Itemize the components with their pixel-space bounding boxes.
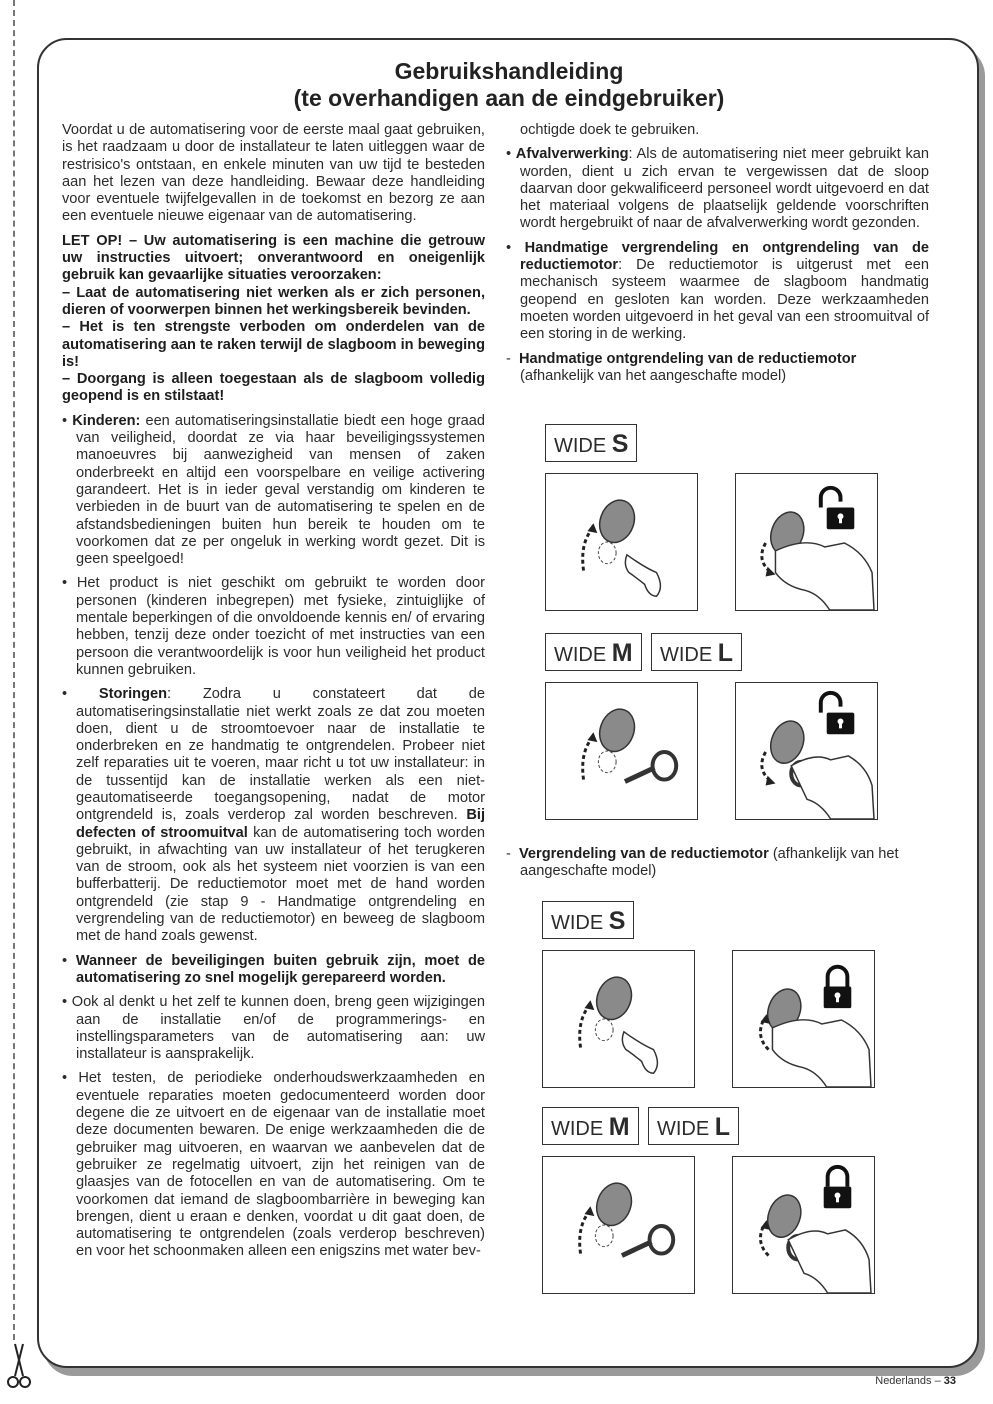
ontgrendeling-text: (afhankelijk van het aangeschafte model) bbox=[520, 367, 787, 384]
label-wide-s-1 bbox=[545, 424, 637, 462]
vergrendeling-text: (afhankelijk van het aangeschafte model) bbox=[520, 846, 899, 880]
lock-icon bbox=[824, 967, 852, 1008]
label-wide-m-1 bbox=[545, 633, 642, 671]
bullet-testen: • Het testen, de periodieke onderhoudswerkzaamheden en eventuele reparaties moeten gedocumenteerd worden door degene die ze uitvoert en de eigenaar van de installatie moet deze documenten bewaren. De enige werkzaamheden die de gebruiker mag uitvoeren, en waarvan we aanbevelen dat de gebruiker ze regelmatig uitvoert, zijn het reinigen van de glaasjes van de fotocellen en van de automatisering. Om te voorkomen dat iemand de slagboombarrière in beweging kan brengen, dient u eraan e denken, voordat u dit gaat doen, de automatisering te ontgrendelen (zoals verderop beschreven) en voor het schoonmaken alleen een enigszins met water bev- bbox=[62, 1070, 485, 1260]
unlock-icon bbox=[821, 488, 855, 529]
label-size-s: S bbox=[611, 430, 629, 458]
unlock-icon bbox=[821, 693, 855, 734]
illustration-wide-ml-lock-1 bbox=[542, 1156, 695, 1294]
afval-text: : Als de automatisering niet meer gebruikt kan worden, dient u zich ervan te vergewissen dat de sloop daarvan door gekwalificeerd personeel wordt uitgevoerd en dat het materiaal volgens de plaatselijk geldende voorschriften wordt hergebruikt of naar de afvalverwerking wordt gezonden. bbox=[520, 146, 929, 232]
bullet-kinderen: • Kinderen: een automatiseringsinstallatie biedt een hoge graad van veiligheid, doordat ze via haar beveiligingssystemen manoeuvres bij aanwezigheid van mensen of zaken onderbreekt en altijd een voorspelbare en veilige activering garandeert. Het is in ieder geval verstandig om kinderen te verbieden in de buurt van de automatisering te spelen en de afstandsbedieningen buiten hun bereik te houden om te voorkomen dat ze per ongeluk in werking wordt gezet. Dit is geen speelgoed! bbox=[62, 412, 485, 568]
label-wide-m-2 bbox=[542, 1107, 639, 1145]
beveiligingen-text: Wanneer de beveiligingen buiten gebruik zijn, moet de automatisering zo snel mogelijk gerepareerd worden. bbox=[75, 952, 485, 986]
vergrendeling-label: Vergrendeling van de reductiemotor bbox=[518, 846, 769, 862]
page-title bbox=[40, 58, 978, 112]
wijzigingen-text: Ook al denkt u het zelf te kunnen doen, breng geen wijzigingen aan de installatie en/of de programmerings- en instellingsparameters van de automatisering aan: uw installateur is aansprakelijk. bbox=[71, 994, 485, 1063]
label-wide-text: WIDE bbox=[554, 435, 607, 457]
bullet-beveiligingen: • Wanneer de beveiligingen buiten gebruik zijn, moet de automatisering zo snel mogelijk gerepareerd worden. bbox=[62, 952, 485, 986]
title-line-1: Gebruikshandleiding bbox=[394, 58, 624, 84]
label-size-m: M bbox=[611, 639, 633, 667]
illustration-wide-s-unlock-1 bbox=[545, 473, 698, 611]
illustration-wide-s-lock-2 bbox=[732, 950, 875, 1088]
lock-icon bbox=[824, 1167, 852, 1208]
warning-block bbox=[62, 233, 485, 406]
vergrendeling-heading: - Vergrendeling van de reductiemotor (afhankelijk van het aangeschafte model) bbox=[506, 846, 899, 880]
storingen-text-1: : Zodra u constateert dat de automatiseringsinstallatie niet werkt zoals ze dat zou moeten doen, dient u de stroomtoevoer naar de installatie te onderbreken en ze handmatig te ontgrendelen. Probeer niet zelf reparaties uit te voeren, maar richt u tot uw installateur: in de tussentijd kan de installatie werken als een niet-geautomatiseerde toegangsopening, nadat de motor ontgrendeld is, zoals verderop zal worden beschreven. bbox=[76, 686, 485, 824]
right-column bbox=[506, 122, 929, 392]
vergrendeling-heading-block bbox=[506, 846, 929, 888]
warning-4: – Doorgang is alleen toegestaan als de slagboom volledig geopend is en stilstaat! bbox=[62, 371, 485, 405]
cut-line bbox=[13, 0, 15, 1340]
label-wide-text: WIDE bbox=[551, 1118, 604, 1140]
bullet-handmatig: • Handmatige vergrendeling en ontgrendeling van de reductiemotor: De reductiemotor is uitgerust met een mechanisch systeem waarmee de slagboom handmatig geopend en gesloten kan worden. Deze werkzaamheden moeten worden uitgevoerd in het geval van een stroomuitval of een storing in de werking. bbox=[506, 239, 929, 343]
label-wide-text: WIDE bbox=[554, 644, 607, 666]
illustration-wide-ml-unlock-2 bbox=[735, 682, 878, 820]
intro-paragraph: Voordat u de automatisering voor de eerste maal gaat gebruiken, is het raadzaam u door de installateur te laten uitleggen waar de restrisico's ontstaan, en enkele minuten van uw tijd te besteden aan het lezen van deze handleiding. Bewaar deze handleiding voor eventuele twijfelgevallen in de toekomst en bezorg ze aan een eventuele nieuwe eigenaar van de automatisering. bbox=[62, 122, 485, 225]
warning-2: – Laat de automatisering niet werken als er zich personen, dieren of voorwerpen binnen het werkingsbereik bevinden. bbox=[62, 284, 485, 318]
kinderen-label: Kinderen: bbox=[72, 412, 141, 429]
storingen-bold: Bij defecten of stroomuitval bbox=[76, 807, 485, 841]
label-size-s: S bbox=[608, 907, 626, 935]
bullet-afval: • Afvalverwerking: Als de automatisering niet meer gebruikt kan worden, dient u zich ervan te vergewissen dat de sloop daarvan door gekwalificeerd personeel wordt uitgevoerd en dat het materiaal volgens de plaatselijk geldende voorschriften wordt hergebruikt of naar de afvalverwerking wordt gezonden. bbox=[506, 146, 929, 232]
page-number: 33 bbox=[943, 1375, 956, 1387]
illustration-wide-ml-lock-2 bbox=[732, 1156, 875, 1294]
warning-1: LET OP! – Uw automatisering is een machine die getrouw uw instructies uitvoert; onverantwoord en oneigenlijk gebruik kan gevaarlijke situaties veroorzaken: bbox=[62, 232, 485, 284]
bullet-storingen: • Storingen: Zodra u constateert dat de automatiseringsinstallatie niet werkt zoals ze dat zou moeten doen, dient u de stroomtoevoer naar de installatie te onderbreken en ze handmatig te ontgrendelen. Probeer niet zelf reparaties uit te voeren, maar richt u tot uw installateur: in de tussentijd kan de installatie werken als een niet-geautomatiseerde toegangsopening, nadat de motor ontgrendeld is, zoals verderop zal worden beschreven. Bij defecten of stroomuitval kan de automatisering toch worden gebruikt, in afwachting van uw installateur of het terugkeren van de stroom, ook als het systeem niet voorzien is van een bufferbatterij. De reductiemotor moet met de hand worden ontgrendeld (zie stap 9 - Handmatige ontgrendeling en vergrendeling van de reductiemotor) en beweeg de slagboom met de hand zoals gewenst. bbox=[62, 686, 485, 945]
label-wide-s-2 bbox=[542, 901, 634, 939]
label-wide-text: WIDE bbox=[551, 912, 604, 934]
label-size-l: L bbox=[717, 639, 734, 667]
product-text: Het product is niet geschikt om gebruikt te worden door personen (kinderen inbegrepen) met fysieke, zintuiglijke of mentale beperkingen of die onvoldoende kennis en/ of ervaring hebben, tenzij deze onder toezicht of met instructies van een persoon die verantwoordelijk is voor hun veiligheid het product kunnen gebruiken. bbox=[76, 575, 485, 678]
illustration-wide-s-unlock-2 bbox=[735, 473, 878, 611]
ontgrendeling-label: Handmatige ontgrendeling van de reductiemotor bbox=[518, 350, 857, 367]
label-size-l: L bbox=[714, 1113, 731, 1141]
page-footer bbox=[875, 1375, 956, 1387]
testen-text: Het testen, de periodieke onderhoudswerkzaamheden en eventuele reparaties moeten gedocumenteerd worden door degene die ze uitvoert en de eigenaar van de installatie moet deze documenten bewaren. De enige werkzaamheden die de gebruiker mag uitvoeren, en waarvan we aanbevelen dat de gebruiker ze regelmatig uitvoert, zijn het reinigen van de glaasjes van de fotocellen en van de automatisering. Om te voorkomen dat iemand de slagboombarrière in beweging kan brengen, dient u eraan e denken, voordat u dit gaat doen, de automatisering te ontgrendelen (zoals verderop beschreven) en voor het schoonmaken alleen een enigszins met water bev- bbox=[76, 1070, 485, 1260]
label-wide-text: WIDE bbox=[657, 1118, 710, 1140]
scissors-icon bbox=[4, 1342, 34, 1390]
storingen-label: Storingen bbox=[98, 686, 168, 703]
continued-text: ochtigde doek te gebruiken. bbox=[520, 122, 700, 138]
illustration-wide-ml-unlock-1 bbox=[545, 682, 698, 820]
label-wide-l-1 bbox=[651, 633, 742, 671]
storingen-text-2: kan de automatisering toch worden gebruikt, in afwachting van uw installateur of het terugkeren van de stroom, ook als het systeem niet voorzien is van een bufferbatterij. De reductiemotor moet met de hand worden ontgrendeld (zie stap 9 - Handmatige ontgrendeling en vergrendeling van de reductiemotor) en beweeg de slagboom met de hand zoals gewenst. bbox=[76, 824, 485, 945]
kinderen-text: een automatiseringsinstallatie biedt een hoge graad van veiligheid, doordat ze via haar beveiligingssystemen manoeuvres bij aanwezigheid van mensen of zaken onderbreekt en altijd een voorspelbare en veilige activering garandeert. Het is in ieder geval verstandig om kinderen te verbieden in de buurt van de automatisering te spelen en de afstandsbedieningen buiten hun bereik te houden om te voorkomen dat ze per ongeluk in werking wordt gezet. Dit is geen speelgoed! bbox=[76, 412, 485, 568]
illustration-wide-s-lock-1 bbox=[542, 950, 695, 1088]
afval-label: Afvalverwerking bbox=[515, 146, 629, 163]
warning-3: – Het is ten strengste verboden om onderdelen van de automatisering aan te raken terwijl de slagboom in beweging is! bbox=[62, 319, 485, 370]
label-size-m: M bbox=[608, 1113, 630, 1141]
bullet-product: • Het product is niet geschikt om gebruikt te worden door personen (kinderen inbegrepen) met fysieke, zintuiglijke of mentale beperkingen of die onvoldoende kennis en/ of ervaring hebben, tenzij deze onder toezicht of met instructies van een persoon die verantwoordelijk is voor hun veiligheid het product kunnen gebruiken. bbox=[62, 575, 485, 678]
handmatig-label: Handmatige vergrendeling en ontgrendeling van de reductiemotor bbox=[520, 239, 929, 274]
handmatig-text: : De reductiemotor is uitgerust met een mechanisch systeem waarmee de slagboom handmatig geopend en gesloten kan worden. Deze werkzaamheden moeten worden uitgevoerd in het geval van een stroomuitval of een storing in de werking. bbox=[520, 257, 929, 343]
left-column bbox=[62, 122, 485, 1268]
label-wide-text: WIDE bbox=[660, 644, 713, 666]
label-wide-l-2 bbox=[648, 1107, 739, 1145]
footer-language: Nederlands – bbox=[875, 1375, 944, 1387]
ontgrendeling-heading: - Handmatige ontgrendeling van de reductiemotor (afhankelijk van het aangeschafte model) bbox=[506, 350, 857, 384]
title-line-2: (te overhandigen aan de eindgebruiker) bbox=[293, 85, 725, 111]
bullet-wijzigingen: • Ook al denkt u het zelf te kunnen doen, breng geen wijzigingen aan de installatie en/of de programmerings- en instellingsparameters van de automatisering aan: uw installateur is aansprakelijk. bbox=[62, 994, 485, 1063]
